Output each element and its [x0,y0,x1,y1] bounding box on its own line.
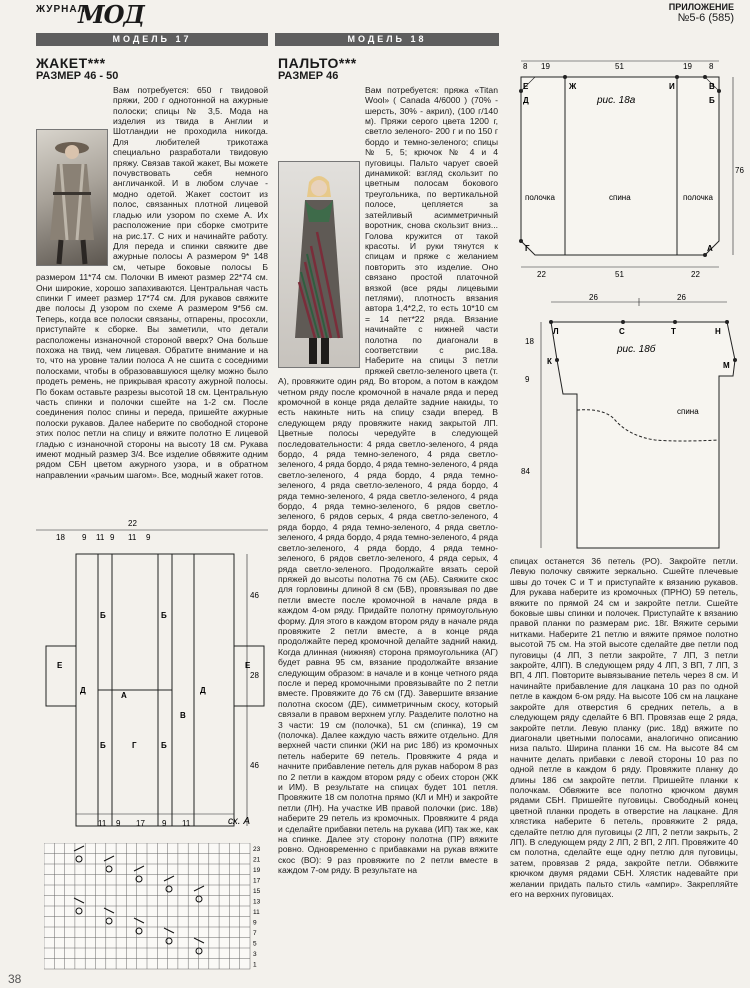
supplement-info [669,2,734,24]
part-front-right: полочка [683,193,713,202]
model-18-text-block-2 [510,556,738,899]
scheme-a-grid [44,843,264,973]
strip-g: Г [132,741,137,750]
magazine-prefix: ЖУРНАЛ [36,4,86,15]
strip-a1: А [121,691,127,700]
dim-bot-9a: 9 [116,819,121,828]
model-18-title: ПАЛЬТО*** [278,55,357,71]
row-num-21: 21 [253,856,261,864]
dim-right-46a: 46 [250,591,259,600]
strip-b3: Б [100,741,106,750]
dim-18a-top-8a: 8 [523,62,528,71]
strip-b2: Б [161,611,167,620]
pt-s: С [619,327,625,336]
model-17-size: РАЗМЕР 46 - 50 [36,70,119,83]
strip-v: В [180,711,186,720]
part-back: спина [609,193,631,202]
pt-m: М [723,361,730,370]
model-18-description-part1: Вам потребуется: пряжа «Titan Wool» ( Canada 4/6000 ) (70% - шерсть, 30% - акрил), (100 г/140 м). Пряжи серого цвета 1200 г, светло зеленого- 200 г и по 150 г бордо и темно-зеленого; спицы № 5, 5; крючок № 4 и 4 пуговицы. Пальто чарует своей динамикой: взгляд скользит по цветным полосам бокового треугольника, по вертикальной полосе, цепляется за затейливый асимметричный воротник, снова скользит вниз... Голова кружится от такой красоты. И руки тянутся к спицам и пряже с желанием повторить это изделие. Оно связано простой платочной вязкой (все ряды лицевыми петлями), плотность вязания автора 1,4*2,2, то есть 10*10 см = 14 пет*22 ряда. Вязание начинайте с нижней части полотна по диагонали в соответствии с рис.18а. Наберите на спицы 3 петли пряжей светло-зеленого цвета (т. А), провяжите один ряд. Во втором, а потом в каждом четном ряду после кромочной в начале ряда и перед кромочной в конце ряда делайте задние накиды, то есть накиньте нить на спицу сзади вперед. В следующем ряду провяжите накид закрытой ЛП. Цветные полосы чередуйте в следующей последовательности: 4 ряда светло-зеленого, 4 ряда бордо, 4 ряда темно-зеленого, 4 ряда светло-зеленого, 4 ряда бордо, 4 ряда темно-зеленого, 4 ряда светло-зеленого, 4 ряда бордо, 4 ряда темно-зеленого, 4 ряда светло-зеленого, 4 ряда бордо, 4 ряда темно-зеленого, 4 ряда светло-зеленого, 4 ряда бордо, 4 ряда темно-зеленого, 6 рядов светло-зеленого, 6 рядов серых, 4 ряда светло-зеленого, 4 ряда бордо, 4 ряда темно-зеленого, 4 ряда светло-зеленого, 4 ряда бордо, 4 ряда темно-зеленого, 4 ряда светло-зеленого, 4 ряда бордо, 4 ряда темно-зеленого, 6 рядов светло-зеленого, 4 ряда серых, 4 ряда светло-зеленого. Продолжайте вязать серой пряжей до высоты полотна 76 см (АБ). Свяжите скос для горловины длиной 8 см (БВ), провязывая по две петли вместе после кромочной в начале ряда в каждом 4-ом ряду. Придайте полотну прямоугольную форму. Для этого в каждом втором ряду в начале ряда провяжите 2 петли вместе, а в конце ряда продолжайте перед кромочной делайте задний накид. Когда длинная (нижняя) сторона прямоугольника (АГ) будет равна 95 см, вязание продолжайте вязание следующим образом: в начале и в конце четного ряда после и перед кромочными провязывайте по 2 петли вместе. Провяжите до 76 см (ГД). Завершите вязание полотна скосом (ДЕ), симметричным скосу, который связали в правом верхнем углу. Разделите полотно на 3 части: 19 см (полочка), 51 см (спинка), 19 см (полочка). Далее каждую часть вяжите отдельно. Для верхней части спинки (ЖИ на рис 18б) из кромочных петель наберите 69 петель. Провяжите 4 ряда и начните прибавление петель для рукав набором 8 раз по 2 петли в каждом втором ряду с обеих сторон (ЖК и ИМ). В результате на спицах будет 101 петля. Провяжите 18 см полотна прямо (КЛ и МН) и закройте петли (ЛН). На участке ИВ правой полочки (рис. 18в) наберите 29 петель из кромочных. Провяжите 4 ряда и сделайте прибавки петель на рукава (ИП) так же, как на спинке. Далее эту сторону полотна (ПР) вяжите ровно. Одновременно с прибавками на рукав вяжите скос (ВО): 9 раз провяжите по 2 петли вместе в каждом 7-ом ряду. В результате на [278,84,498,876]
strip-b1: Б [100,611,106,620]
pt-g: Г [525,244,530,253]
row-num-7: 7 [253,930,257,937]
row-num-17: 17 [253,877,261,885]
dim-right-28: 28 [250,671,259,680]
row-num-9: 9 [253,919,257,927]
row-num-23: 23 [253,846,261,853]
magazine-logo: МОД [78,0,144,29]
dim-top-18: 18 [56,533,65,542]
dim-18a-top-8b: 8 [709,62,714,71]
row-num-15: 15 [253,888,261,895]
dim-top-22: 22 [128,519,137,528]
diagram-18a [505,55,745,280]
dim-18b-top-26b: 26 [677,293,686,302]
strip-b4: Б [161,741,167,750]
dim-18b-top-26a: 26 [589,293,598,302]
letter-e-right: Е [245,661,251,670]
row-num-3: 3 [253,951,257,958]
dim-top-11a: 11 [96,533,105,542]
fig-18b-label: рис. 18б [617,344,656,355]
model-18-bar: МОДЕЛЬ 18 [275,33,499,46]
dim-18a-top-51: 51 [615,62,624,71]
row-num-19: 19 [253,867,261,874]
dim-bot-11b: 11 [182,819,191,828]
dim-top-9b: 9 [110,533,115,542]
dim-bot-11a: 11 [98,819,107,828]
pt-b: Б [709,96,715,105]
dim-18a-bot-22b: 22 [691,270,700,279]
dim-18a-top-19a: 19 [541,62,550,71]
dim-18a-bot-22a: 22 [537,270,546,279]
page-header [0,0,750,32]
letter-d-left: Д [80,686,86,695]
model-18-size: РАЗМЕР 46 [278,70,339,83]
diagram-18b [505,290,745,552]
part-front-left: полочка [525,193,555,202]
model-17-text-block [36,55,268,480]
model-17-description: Вам потребуется: 650 г твидовой пряжи, 200 г однотонной на ажурные полоски; спицы № 3,5. Мода на изделия из твида в Англии и Шотландии не проходила никогда. Для любителей трикотажа специально разработали твидовую пряжу. Связав такой жакет, Вы можете почувствовать себя немного англичанкой. И в любом случае - модно одетой. Жакет состоит из полос, связанных плотной лицевой гладью или узором по схеме А. Их расположение при сборке смотрите на рис.17. С них и начинайте работу. Для переда и спинки свяжите две ажурные полосы А размером 9* 148 см, четыре боковые полосы Б размером 11*74 см. Полочки В имеют размер 22*74 см. Они широкие, хорошо запахиваются. Центральная часть спинки Г имеет размер 17*74 см. Для рукавов свяжите две полосы Д узором по схеме А размером 9*56 см. Теперь, когда все полоски связаны, отпарены, просохли, приступайте к сборке. Вы заметили, что детали расположены изнаночной стороной вверх? Она больше похожа на твид, чем лицевая. Обратите внимание и на то, что на уровне талии полоса А не сшита с соседними полосками, чтобы в образовавшуюся щелку можно было продеть ремень, не прикрывая красоту ажурной полосы. По бокам оставьте разрезы высотой 18 см. Центральную часть спинки и полочки сшейте на 1-2 см. После соединения полос спины и переда, пришейте ажурные полоски рукавов. Далее наберите по свободной стороне этих полос петли на спицу и вяжите полотно Е лицевой гладью с изнаночной стороны на высоту 18 см. Рукава имеют модный размер 3/4. Все изделие обвяжите одним рядом СБН цветом ажурного узора, и в обратном направлении «рачьим шагом». Все, модный жакет готов. [36,84,268,480]
dim-18b-left-84: 84 [521,467,530,476]
model-18-description-part2: спицах останется 36 петель (РО). Закройте петли. Левую полочку свяжите зеркально. Сшейте плечевые швы до точек С и Т и приступайте к вязанию рукавов. Для рукава наберите из кромочных (ПРНО) 59 петель, вяжите по прямой 24 см и закройте петли. Сшейте боковые швы спинки и полочек. Приступайте к вязанию правой планки по размерам рис. 18г. Вяжите серыми нитками. Наберите 21 петлю и вяжите прямое полотно высотой 75 см. На этой высоте сделайте две петли под пуговицы (4 ЛП, 3 петли закройте, 7 ЛП, 3 петли закройте, 4ЛП). В следующем ряду 4 ЛП, 3 ВП, 7 ЛП, 3 ВП, 4 ЛП. Повторите вывязывание петель через 8 см. И начинайте прибавление для лацкана 10 раз по одной петле в каждом 6-ом ряду. На высоте 106 см на лацкане закройте для отверстия 6 средних петель, а в следующем ряду сделайте 6 ВП. Провязав еще 2 ряда, закройте петли. Левую планку (рис. 18д) вяжите по диагонали цветными полосами, аналогично описанию низа пальто. Ширина планки 16 см. На высоте 84 см начните делать прибавки с левой стороны 10 раз по одной петле в каждом 6 ряду. Провяжите планку до длины 186 см закройте петли. Пришейте планки к полочкам. Обвяжите все полотно крючком двумя рядами СБН. Пришейте пуговицы. Свободный конец цветной планки продеть в отверстие на лацкане. Для хлястика наберите 6 петель, провяжите 2 ряда, сделайте петлю для пуговицы (2 ЛП, 2 петли закрыть, 2 ЛП). В следующем ряду 2 ЛП, 2 ВП, 2 ЛП. Провяжите 40 см полотна, сделайте еще одну петлю для пуговицы, затем, провязав 2 ряда, закройте петли. Обвяжите крючком двумя рядами СБН. Хлястик надевайте при желании придать пальто стиль «ампир». Закрепляйте его на верхних пуговицах. [510,556,738,899]
pt-t: Т [671,327,676,336]
supplement-label: ПРИЛОЖЕНИЕ [668,2,734,12]
dim-18b-left-18: 18 [525,337,534,346]
pt-l: Л [553,327,559,336]
pt-a: А [707,244,713,253]
scheme-label: сх. А [228,816,251,827]
dim-top-9a: 9 [82,533,87,542]
pt-zh: Ж [569,82,577,91]
dim-bot-9b: 9 [162,819,167,828]
diagram-17 [36,518,268,830]
pt-n: Н [715,327,721,336]
model-17-bar: МОДЕЛЬ 17 [36,33,268,46]
pt-d: Д [523,96,529,105]
pt-k: К [547,357,552,366]
pt-i: И [669,82,675,91]
row-num-13: 13 [253,898,261,906]
fig-18a-label: рис. 18а [597,95,636,106]
pt-v: В [709,82,715,91]
dim-right-46b: 46 [250,761,259,770]
dim-18a-right-76: 76 [735,166,744,175]
model-18-photo [278,161,360,368]
dim-bot-17: 17 [136,819,145,828]
dim-18a-bot-51: 51 [615,270,624,279]
model-17-photo [36,129,108,266]
dim-top-11b: 11 [128,533,137,542]
row-num-5: 5 [253,940,257,948]
dim-top-9c: 9 [146,533,151,542]
model-18-text-block [278,55,498,876]
dim-18b-left-9: 9 [525,375,530,384]
issue-number: №5-6 (585) [677,12,734,24]
dim-18a-top-19b: 19 [683,62,692,71]
part-back-18b: спина [677,407,699,416]
row-num-1: 1 [253,961,257,969]
row-num-11: 11 [253,909,260,916]
letter-d-right: Д [200,686,206,695]
page-number: 38 [8,972,22,986]
pt-e: Е [523,82,529,91]
model-17-title: ЖАКЕТ*** [36,55,106,71]
letter-e-left: Е [57,661,63,670]
